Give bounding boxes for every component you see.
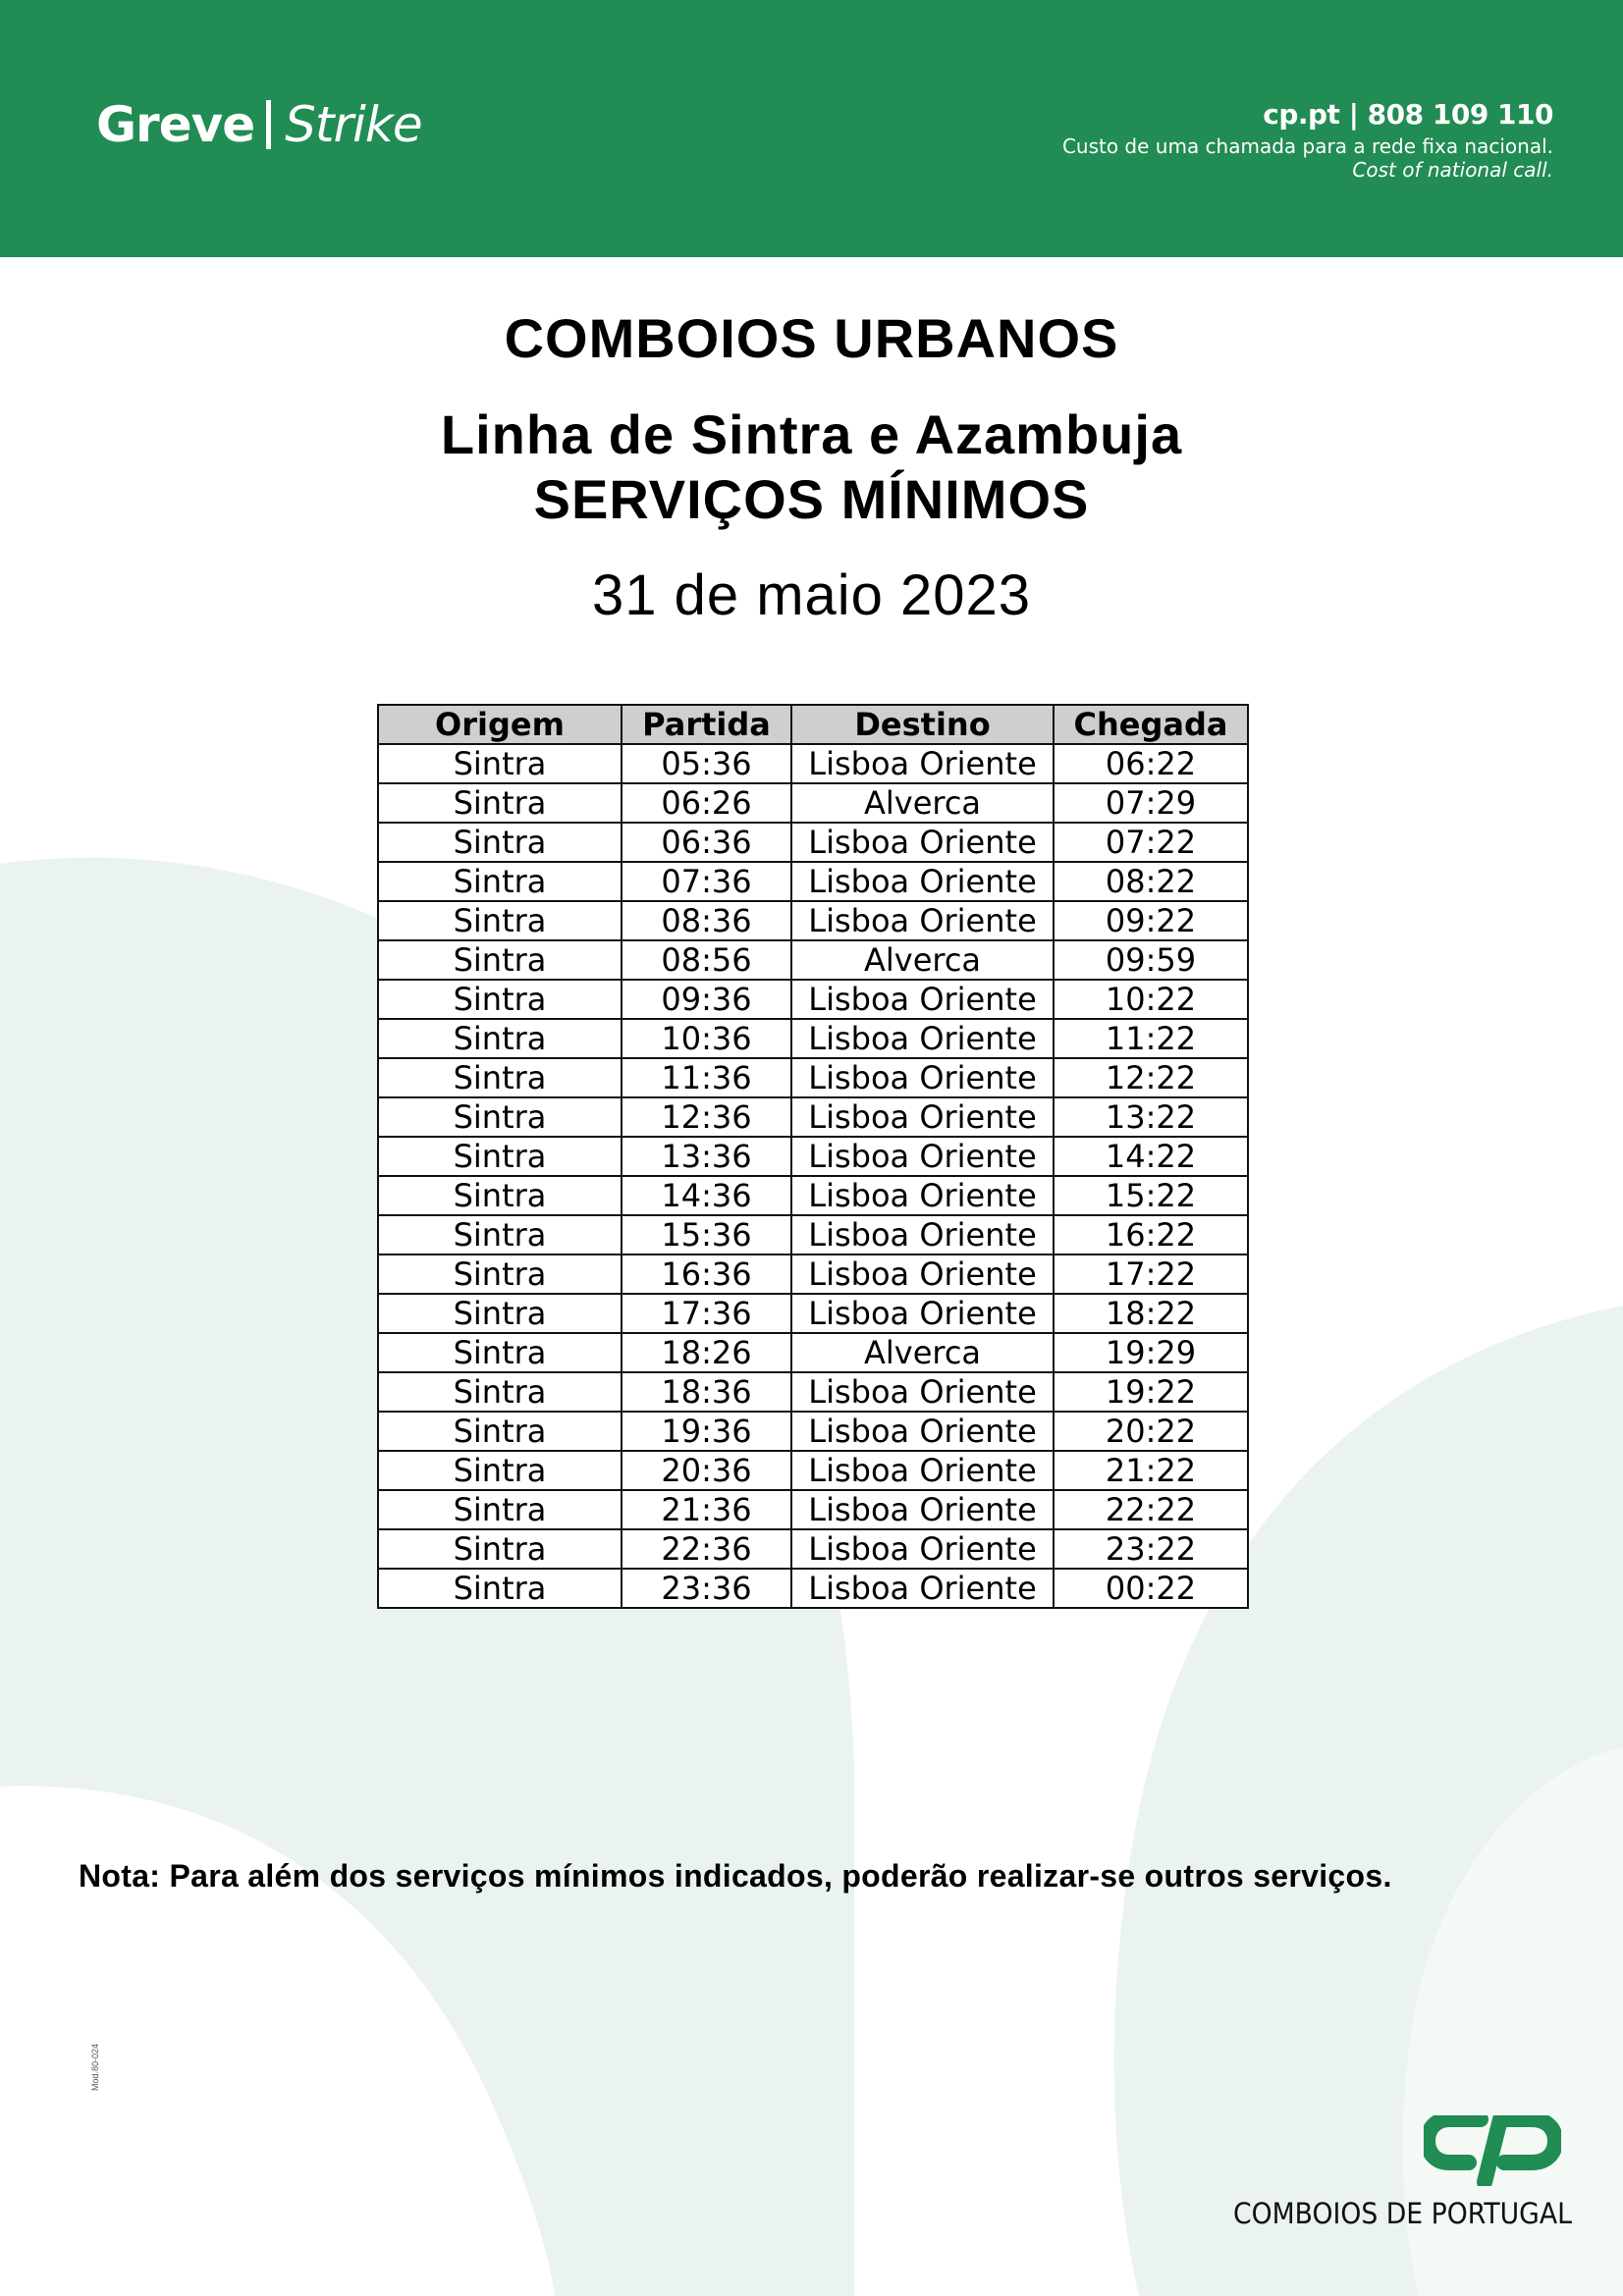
cell-origem: Sintra xyxy=(378,1019,622,1058)
cell-origem: Sintra xyxy=(378,901,622,940)
cell-origem: Sintra xyxy=(378,823,622,862)
cell-destino: Lisboa Oriente xyxy=(791,1569,1054,1608)
cell-partida: 13:36 xyxy=(622,1137,791,1176)
brand-strike: Strike xyxy=(285,96,422,153)
table-row xyxy=(378,862,1248,901)
cell-partida: 07:36 xyxy=(622,862,791,901)
table-row xyxy=(378,1058,1248,1097)
cell-partida: 16:36 xyxy=(622,1255,791,1294)
cell-destino: Lisboa Oriente xyxy=(791,1451,1054,1490)
cell-destino: Lisboa Oriente xyxy=(791,1137,1054,1176)
table-row xyxy=(378,901,1248,940)
header-destino: Destino xyxy=(791,705,1054,744)
table-row xyxy=(378,940,1248,980)
title-line1: COMBOIOS URBANOS xyxy=(504,307,1119,369)
table-row xyxy=(378,1333,1248,1372)
footnote: Nota: Para além dos serviços mínimos indicados, poderão realizar-se outros serviços. xyxy=(79,1858,1392,1894)
cell-chegada: 16:22 xyxy=(1054,1215,1248,1255)
cell-destino: Lisboa Oriente xyxy=(791,823,1054,862)
cell-partida: 12:36 xyxy=(622,1097,791,1137)
cell-destino: Alverca xyxy=(791,783,1054,823)
cell-partida: 23:36 xyxy=(622,1569,791,1608)
cell-destino: Lisboa Oriente xyxy=(791,1294,1054,1333)
cell-origem: Sintra xyxy=(378,1490,622,1529)
cell-partida: 08:36 xyxy=(622,901,791,940)
cell-partida: 11:36 xyxy=(622,1058,791,1097)
cell-origem: Sintra xyxy=(378,1529,622,1569)
table-header-row xyxy=(378,705,1248,744)
cell-partida: 05:36 xyxy=(622,744,791,783)
table-row xyxy=(378,1372,1248,1412)
cell-destino: Lisboa Oriente xyxy=(791,1215,1054,1255)
cell-chegada: 11:22 xyxy=(1054,1019,1248,1058)
cell-origem: Sintra xyxy=(378,783,622,823)
table-row xyxy=(378,1294,1248,1333)
cell-chegada: 15:22 xyxy=(1054,1176,1248,1215)
cell-destino: Alverca xyxy=(791,1333,1054,1372)
cell-origem: Sintra xyxy=(378,1255,622,1294)
cell-chegada: 10:22 xyxy=(1054,980,1248,1019)
form-reference: Mod.80-024 xyxy=(90,2043,100,2091)
cell-destino: Lisboa Oriente xyxy=(791,901,1054,940)
title-date: 31 de maio 2023 xyxy=(591,563,1032,627)
cell-chegada: 20:22 xyxy=(1054,1412,1248,1451)
cell-chegada: 21:22 xyxy=(1054,1451,1248,1490)
cell-partida: 10:36 xyxy=(622,1019,791,1058)
table-row xyxy=(378,1490,1248,1529)
cell-partida: 21:36 xyxy=(622,1490,791,1529)
cell-partida: 18:36 xyxy=(622,1372,791,1412)
cell-origem: Sintra xyxy=(378,1294,622,1333)
cell-chegada: 13:22 xyxy=(1054,1097,1248,1137)
contact-info xyxy=(1062,98,1553,182)
table-row xyxy=(378,1176,1248,1215)
table-body xyxy=(378,744,1248,1608)
cell-chegada: 17:22 xyxy=(1054,1255,1248,1294)
cell-chegada: 09:22 xyxy=(1054,901,1248,940)
cell-origem: Sintra xyxy=(378,1215,622,1255)
cell-origem: Sintra xyxy=(378,1333,622,1372)
cell-destino: Lisboa Oriente xyxy=(791,1372,1054,1412)
title-block xyxy=(0,304,1623,630)
cell-chegada: 07:22 xyxy=(1054,823,1248,862)
cell-destino: Lisboa Oriente xyxy=(791,1058,1054,1097)
cell-partida: 08:56 xyxy=(622,940,791,980)
cell-chegada: 19:29 xyxy=(1054,1333,1248,1372)
brand-logotype xyxy=(96,96,422,153)
table-row xyxy=(378,1412,1248,1451)
schedule-table xyxy=(377,704,1249,1609)
cell-partida: 17:36 xyxy=(622,1294,791,1333)
table-row xyxy=(378,1569,1248,1608)
table-row xyxy=(378,783,1248,823)
header-chegada: Chegada xyxy=(1054,705,1248,744)
cell-partida: 22:36 xyxy=(622,1529,791,1569)
cp-logo-icon xyxy=(1424,2115,1561,2186)
cell-origem: Sintra xyxy=(378,1451,622,1490)
table-row xyxy=(378,1255,1248,1294)
cell-partida: 06:36 xyxy=(622,823,791,862)
cell-destino: Lisboa Oriente xyxy=(791,862,1054,901)
cell-destino: Lisboa Oriente xyxy=(791,744,1054,783)
cell-origem: Sintra xyxy=(378,1137,622,1176)
table-row xyxy=(378,1137,1248,1176)
cell-destino: Lisboa Oriente xyxy=(791,1176,1054,1215)
cell-origem: Sintra xyxy=(378,1058,622,1097)
cell-chegada: 23:22 xyxy=(1054,1529,1248,1569)
cell-destino: Lisboa Oriente xyxy=(791,1019,1054,1058)
cell-partida: 18:26 xyxy=(622,1333,791,1372)
cell-chegada: 09:59 xyxy=(1054,940,1248,980)
table-row xyxy=(378,1097,1248,1137)
cell-partida: 15:36 xyxy=(622,1215,791,1255)
brand-greve: Greve xyxy=(96,96,255,153)
cell-chegada: 07:29 xyxy=(1054,783,1248,823)
table-row xyxy=(378,1019,1248,1058)
title-line3: SERVIÇOS MÍNIMOS xyxy=(533,468,1090,530)
table-row xyxy=(378,823,1248,862)
cell-partida: 19:36 xyxy=(622,1412,791,1451)
title-line2: Linha de Sintra e Azambuja xyxy=(440,403,1183,465)
contact-note-pt: Custo de uma chamada para a rede fixa nacional. xyxy=(1061,134,1553,158)
cell-destino: Lisboa Oriente xyxy=(791,980,1054,1019)
cell-chegada: 22:22 xyxy=(1054,1490,1248,1529)
cell-destino: Lisboa Oriente xyxy=(791,1412,1054,1451)
cell-partida: 09:36 xyxy=(622,980,791,1019)
cell-chegada: 19:22 xyxy=(1054,1372,1248,1412)
cell-destino: Lisboa Oriente xyxy=(791,1097,1054,1137)
cell-origem: Sintra xyxy=(378,940,622,980)
cell-origem: Sintra xyxy=(378,1412,622,1451)
company-name: COMBOIOS DE PORTUGAL xyxy=(1233,2197,1572,2230)
cell-destino: Lisboa Oriente xyxy=(791,1255,1054,1294)
cell-origem: Sintra xyxy=(378,1176,622,1215)
cell-chegada: 06:22 xyxy=(1054,744,1248,783)
table-row xyxy=(378,744,1248,783)
cell-chegada: 12:22 xyxy=(1054,1058,1248,1097)
cell-partida: 06:26 xyxy=(622,783,791,823)
cell-destino: Alverca xyxy=(791,940,1054,980)
table-row xyxy=(378,1529,1248,1569)
cell-origem: Sintra xyxy=(378,1097,622,1137)
cell-origem: Sintra xyxy=(378,1569,622,1608)
cell-origem: Sintra xyxy=(378,1372,622,1412)
cell-chegada: 18:22 xyxy=(1054,1294,1248,1333)
contact-phone: cp.pt | 808 109 110 xyxy=(1263,98,1553,131)
header-banner xyxy=(0,0,1623,257)
cell-chegada: 00:22 xyxy=(1054,1569,1248,1608)
brand-separator xyxy=(266,100,271,149)
contact-note-en: Cost of national call. xyxy=(1352,158,1553,182)
cell-partida: 14:36 xyxy=(622,1176,791,1215)
table-row xyxy=(378,1215,1248,1255)
header-origem: Origem xyxy=(378,705,622,744)
table-row xyxy=(378,980,1248,1019)
cell-origem: Sintra xyxy=(378,980,622,1019)
cell-chegada: 14:22 xyxy=(1054,1137,1248,1176)
cell-partida: 20:36 xyxy=(622,1451,791,1490)
cell-origem: Sintra xyxy=(378,744,622,783)
header-partida: Partida xyxy=(622,705,791,744)
cell-chegada: 08:22 xyxy=(1054,862,1248,901)
cell-origem: Sintra xyxy=(378,862,622,901)
table-row xyxy=(378,1451,1248,1490)
cell-destino: Lisboa Oriente xyxy=(791,1490,1054,1529)
cell-destino: Lisboa Oriente xyxy=(791,1529,1054,1569)
